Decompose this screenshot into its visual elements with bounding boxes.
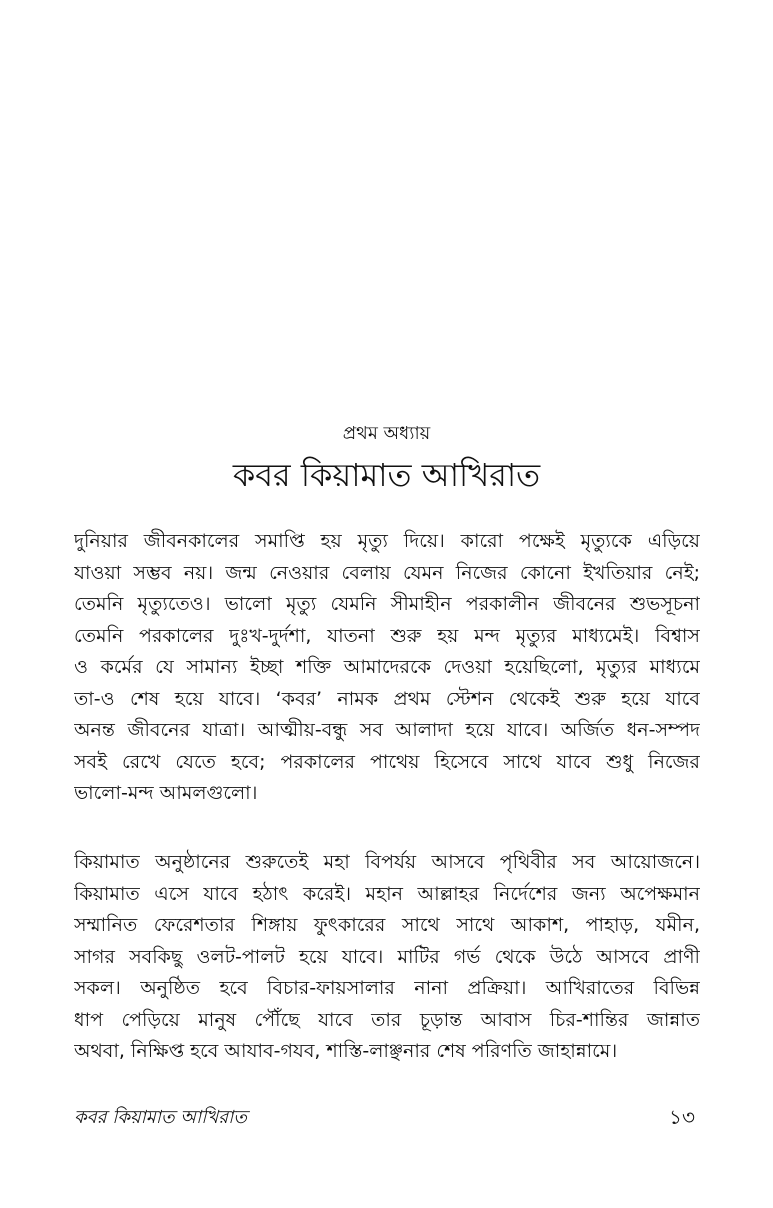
- text-line: অথবা, নিক্ষিপ্ত হবে আযাব-গযব, শাস্তি-লাঞ্ছনার শেষ পরিণতি জাহান্নামে।: [74, 1040, 618, 1062]
- page-number: ১৩: [669, 1105, 695, 1129]
- text-line: ভালো-মন্দ আমলগুলো।: [74, 782, 258, 804]
- text-line: তেমনি পরকালের দুঃখ-দুর্দশা, যাতনা শুরু হয় মন্দ মৃত্যুর মাধ্যমেই। বিশ্বাস: [74, 624, 700, 647]
- text-line: কিয়ামাত এসে যাবে হঠাৎ করেই। মহান আল্লাহর নির্দেশের জন্য অপেক্ষমান: [74, 882, 700, 905]
- chapter-title: কবর কিয়ামাত আখিরাত: [232, 456, 541, 494]
- text-line: ও কর্মের যে সামান্য ইচ্ছা শক্তি আমাদেরকে দেওয়া হয়েছিলো, মৃত্যুর মাধ্যমে: [74, 656, 700, 678]
- text-line: সম্মানিত ফেরেশতার শিঙ্গায় ফুৎকারের সাথে সাথে আকাশ, পাহাড়, যমীন,: [74, 914, 700, 936]
- paragraph-2: [74, 847, 700, 1068]
- text-line: কিয়ামাত অনুষ্ঠানের শুরুতেই মহা বিপর্যয় আসবে পৃথিবীর সব আয়োজনে।: [74, 851, 700, 873]
- text-line: যাওয়া সম্ভব নয়। জন্ম নেওয়ার বেলায় যেমন নিজের কোনো ইখতিয়ার নেই;: [74, 561, 700, 584]
- text-line: তা-ও শেষ হয়ে যাবে। ‘কবর’ নামক প্রথম স্টেশন থেকেই শুরু হয়ে যাবে: [74, 687, 700, 710]
- text-line: সকল। অনুষ্ঠিত হবে বিচার-ফায়সালার নানা প্রক্রিয়া। আখিরাতের বিভিন্ন: [74, 977, 700, 999]
- paragraph-1: [74, 526, 700, 810]
- chapter-label: প্রথম অধ্যায়: [342, 423, 431, 444]
- text-line: সাগর সবকিছু ওলট-পালট হয়ে যাবে। মাটির গর্ভ থেকে উঠে আসবে প্রাণী: [74, 945, 700, 968]
- footer-running-title: কবর কিয়ামাত আখিরাত: [74, 1107, 247, 1128]
- text-line: অনন্ত জীবনের যাত্রা। আত্মীয়-বন্ধু সব আলাদা হয়ে যাবে। অর্জিত ধন-সম্পদ: [74, 719, 700, 741]
- text-line: ধাপ পেড়িয়ে মানুষ পৌঁছে যাবে তার চূড়ান্ত আবাস চির-শান্তির জান্নাত: [74, 1008, 700, 1031]
- text-line: তেমনি মৃত্যুতেও। ভালো মৃত্যু যেমনি সীমাহীন পরকালীন জীবনের শুভসূচনা: [74, 593, 700, 615]
- text-line: সবই রেখে যেতে হবে; পরকালের পাথেয় হিসেবে সাথে যাবে শুধু নিজের: [74, 750, 700, 773]
- text-line: দুনিয়ার জীবনকালের সমাপ্তি হয় মৃত্যু দিয়ে। কারো পক্ষেই মৃত্যুকে এড়িয়ে: [74, 530, 700, 552]
